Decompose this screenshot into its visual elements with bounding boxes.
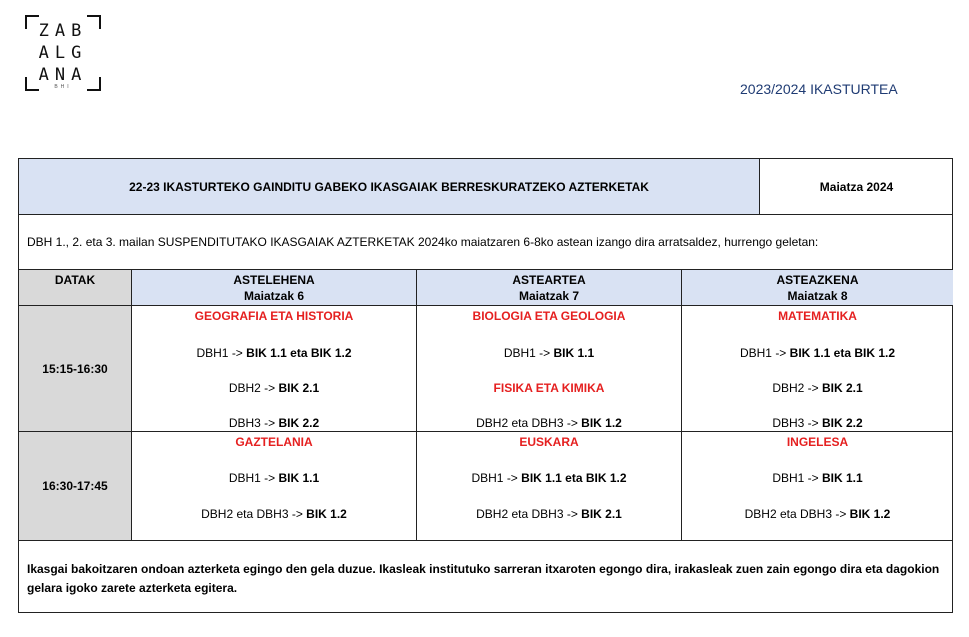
date-label: Maiatzak 8 xyxy=(787,289,848,303)
col-header-tuesday xyxy=(417,270,682,306)
school-year: 2023/2024 IKASTURTEA xyxy=(740,81,898,97)
col-header-monday xyxy=(132,270,417,306)
exam-cell-wed-1: MATEMATIKA DBH1 -> BIK 1.1 eta BIK 1.2 DBH2 -> BIK 2.1 DBH3 -> BIK 2.2 xyxy=(682,306,953,432)
day-label: ASTEAZKENA xyxy=(776,273,859,287)
exam-cell-mon-2: GAZTELANIA DBH1 -> BIK 1.1 DBH2 eta DBH3 -> BIK 1.2 xyxy=(132,432,417,541)
subject-label: GAZTELANIA xyxy=(235,435,313,449)
logo-line-2: ALG xyxy=(38,43,88,63)
subject-label: FISIKA ETA KIMIKA xyxy=(493,381,605,395)
subject-label: MATEMATIKA xyxy=(778,309,857,323)
day-label: ASTELEHENA xyxy=(233,273,315,287)
school-logo xyxy=(25,15,101,91)
intro-text: DBH 1., 2. eta 3. mailan SUSPENDITUTAKO IKASGAIAK AZTERKETAK 2024ko maiatzaren 6-8ko astean izango dira arratsaldez, hurrengo geletan: xyxy=(19,215,953,270)
logo-line-3: ANA xyxy=(38,65,88,85)
col-header-datak: DATAK xyxy=(19,270,132,306)
subject-label: INGELESA xyxy=(786,435,849,449)
date-label: Maiatzak 6 xyxy=(243,289,305,303)
table-date: Maiatza 2024 xyxy=(760,159,953,215)
subject-label: GEOGRAFIA ETA HISTORIA xyxy=(194,309,354,323)
exam-cell-mon-1: GEOGRAFIA ETA HISTORIA DBH1 -> BIK 1.1 eta BIK 1.2 DBH2 -> BIK 2.1 DBH3 -> BIK 2.2 xyxy=(132,306,417,432)
exam-cell-wed-2: INGELESA DBH1 -> BIK 1.1 DBH2 eta DBH3 -> BIK 1.2 xyxy=(682,432,953,541)
exam-cell-tue-1: BIOLOGIA ETA GEOLOGIA DBH1 -> BIK 1.1 FISIKA ETA KIMIKA DBH2 eta DBH3 -> BIK 1.2 xyxy=(417,306,682,432)
col-header-wednesday xyxy=(682,270,953,306)
subject-label: BIOLOGIA ETA GEOLOGIA xyxy=(472,309,626,323)
time-slot-2: 16:30-17:45 xyxy=(19,432,132,541)
logo-sub: BHI xyxy=(54,84,72,90)
date-label: Maiatzak 7 xyxy=(518,289,580,303)
footer-note: Ikasgai bakoitzaren ondoan azterketa egingo den gela duzue. Ikasleak institutuko sarreran itxaroten egongo dira, irakasleak zuen zain egongo dira eta dagokion gelara igoko zarete azterketa egitera. xyxy=(27,562,940,595)
subject-label: EUSKARA xyxy=(519,435,579,449)
time-slot-1: 15:15-16:30 xyxy=(19,306,132,432)
day-label: ASTEARTEA xyxy=(512,273,586,287)
table-title: 22-23 IKASTURTEKO GAINDITU GABEKO IKASGAIAK BERRESKURATZEKO AZTERKETAK xyxy=(19,159,760,215)
logo-line-1: ZAB xyxy=(38,21,88,41)
exam-cell-tue-2: EUSKARA DBH1 -> BIK 1.1 eta BIK 1.2 DBH2 eta DBH3 -> BIK 2.1 xyxy=(417,432,682,541)
exam-table xyxy=(18,158,953,613)
